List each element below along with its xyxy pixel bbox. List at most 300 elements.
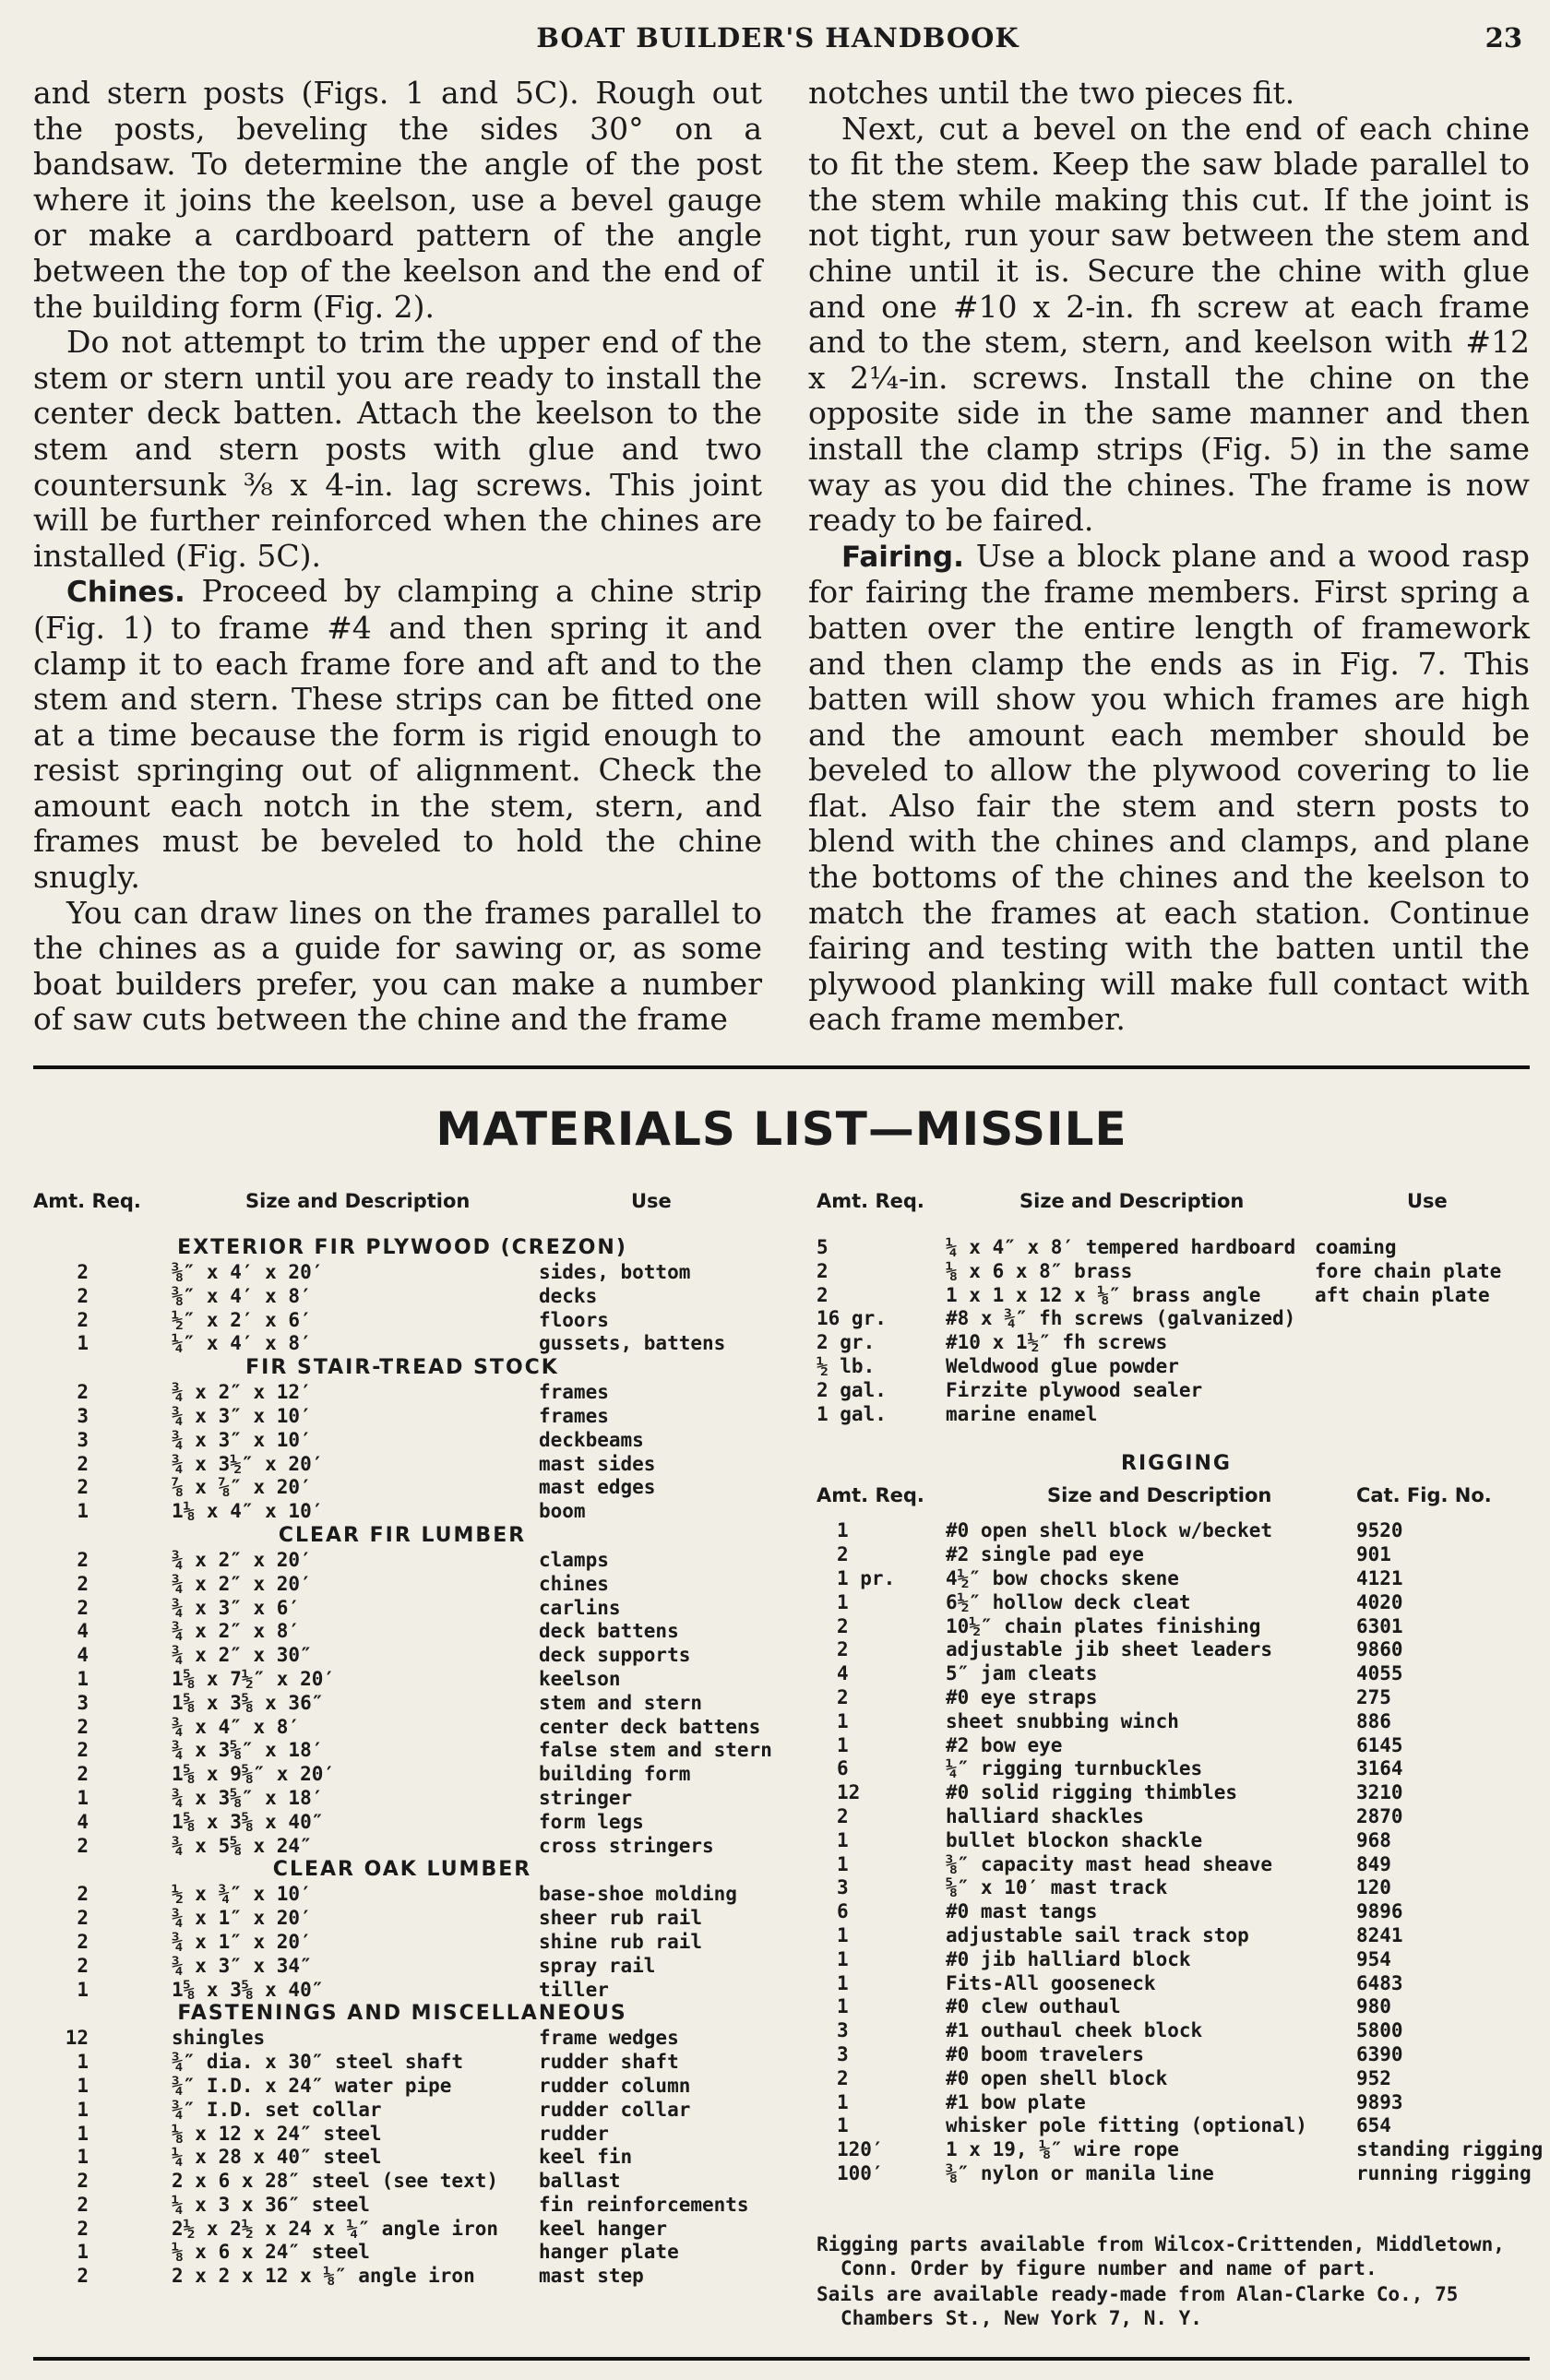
amount-cell: 12 [65,2027,89,2050]
amount-cell: 1 gal. [817,1402,887,1425]
size-cell: ¾ x 3⅝″ x 18′ [172,1739,324,1762]
col-header-size: Size and Description [1019,1190,1245,1212]
amount-cell: 2 gal. [817,1378,887,1401]
amount-cell: 2 [77,2265,89,2288]
table-row [33,2051,771,2075]
rigging-row [817,1853,1536,1877]
table-row [33,1476,771,1500]
size-cell: ¾″ I.D. x 24″ water pipe [172,2074,452,2097]
size-cell: whisker pole fitting (optional) [946,2114,1307,2137]
catalog-number-cell: 5800 [1356,2019,1403,2042]
rigging-row [817,1781,1536,1805]
amount-cell: 2 [77,2170,89,2193]
amount-cell: 1 [77,2051,89,2074]
note-text: Sails are available ready-made from Alan-Clarke Co., 75 Chambers St., New York 7, N. Y. [817,2283,1459,2329]
size-cell: #0 mast tangs [946,1900,1098,1923]
size-cell: ¾ x 1″ x 20′ [172,1907,312,1930]
size-cell: Fits-All gooseneck [946,1971,1156,1994]
amount-cell: 2 [837,2066,849,2089]
table-row [33,2075,771,2099]
catalog-number-cell: 6390 [1356,2042,1403,2065]
table-row [33,1429,771,1453]
table-row [817,1379,1536,1403]
amount-cell: 4 [77,1644,89,1667]
amount-cell: 1 [837,1923,849,1946]
use-cell: form legs [539,1810,644,1833]
catalog-number-cell: 6483 [1356,1971,1403,1994]
table-row [817,1331,1536,1355]
amount-cell: 2 [837,1804,849,1827]
size-cell: halliard shackles [946,1804,1144,1827]
rigging-row [817,1757,1536,1781]
paragraph [33,896,762,1038]
right-text-column [808,76,1530,1038]
amount-cell: 2 [77,1308,89,1331]
amount-cell: 2 [77,1284,89,1307]
amount-cell: 1 [837,1590,849,1613]
section-title: CLEAR FIR LUMBER [278,1523,527,1547]
section-title: EXTERIOR FIR PLYWOOD (CREZON) [177,1236,627,1259]
amount-cell: 1 [77,1500,89,1523]
table-row [33,1500,771,1524]
rigging-row [817,2019,1536,2043]
size-cell: #0 solid rigging thimbles [946,1781,1238,1804]
size-cell: 1⅝ x 3⅝ x 40″ [172,1978,324,2001]
size-cell: shingles [172,2027,266,2050]
rigging-row [817,2067,1536,2091]
amount-cell: 1 pr. [837,1566,896,1589]
rigging-row [817,1591,1536,1615]
rigging-row [817,2138,1544,2162]
size-cell: #0 boom travelers [946,2042,1144,2065]
use-cell: carlins [539,1596,621,1619]
size-cell: 2 x 2 x 12 x ⅛″ angle iron [172,2265,475,2288]
size-cell: bullet blockon shackle [946,1828,1203,1851]
size-cell: ¼ x 3 x 36″ steel [172,2193,370,2216]
catalog-number-cell: running rigging [1356,2161,1532,2184]
amount-cell: 2 [837,1685,849,1708]
use-cell: fin reinforcements [539,2193,749,2216]
size-cell: #0 jib halliard block [946,1947,1191,1970]
bottom-rule [33,2357,1530,2361]
size-cell: 4½″ bow chocks skene [946,1566,1179,1589]
size-cell: #1 outhaul cheek block [946,2019,1203,2042]
table-row [33,1405,771,1429]
paragraph [33,325,762,574]
use-cell: deck supports [539,1644,691,1667]
amount-cell: 2 [77,1739,89,1762]
amount-cell: 1 [77,1978,89,2001]
rigging-row [817,1615,1536,1639]
amount-cell: 2 [77,1930,89,1953]
catalog-number-cell: 8241 [1356,1923,1403,1946]
use-cell: sheer rub rail [539,1907,703,1930]
amount-cell: 2 [77,1572,89,1595]
size-cell: ¾ x 2″ x 20′ [172,1572,312,1595]
size-cell: ¼ x 4″ x 8′ tempered hardboard [946,1236,1296,1258]
size-cell: #0 open shell block [946,2066,1168,2089]
use-cell: boom [539,1500,586,1523]
amount-cell: 3 [837,2019,849,2042]
size-cell: ¾ x 2″ x 20′ [172,1548,312,1571]
use-cell: false stem and stern [539,1739,772,1762]
col-header-use: Use [1407,1190,1448,1212]
section-title: CLEAR OAK LUMBER [272,1858,532,1882]
running-title: BOAT BUILDER'S HANDBOOK [536,22,1019,54]
catalog-number-cell: 901 [1356,1543,1391,1566]
table-row [33,2123,771,2147]
size-cell: ¾ x 3″ x 10′ [172,1404,312,1427]
amount-cell: 2 [77,1381,89,1404]
amount-cell: 1 [837,1709,849,1732]
rigging-row [817,2043,1536,2067]
catalog-number-cell: 968 [1356,1828,1391,1851]
size-cell: ¾ x 1″ x 20′ [172,1930,312,1953]
paragraph-text: You can draw lines on the frames parallel to the chines as a guide for sawing or, as some boat builders prefer, you can make a number of saw cuts between the chine and the frame [33,894,762,1038]
col-header-cat: Cat. Fig. No. [1356,1484,1492,1507]
amount-cell: 1 [837,1995,849,2018]
use-cell: base-shoe molding [539,1883,737,1906]
amount-cell: 100′ [837,2161,884,2184]
catalog-number-cell: 120 [1356,1876,1391,1899]
paragraph-text: Use a block plane and a wood rasp for fairing the frame members. First spring a batten over the entire length of framework and then clamp the ends as in Fig. 7. This batten will show you which frames are high and the amount each member should be beveled to allow the plywood covering to lie flat. Also fair the stem and stern posts to blend with the chines and clamps, and plane the bottoms of the chines and the keelson to match the frames at each station. Continue fairing and testing with the batten until the plywood planking will make full contact with each frame member. [808,537,1530,1038]
catalog-number-cell: 849 [1356,1852,1391,1875]
col-header-amount: Amt. Req. [33,1190,141,1212]
amount-cell: 1 [837,2090,849,2113]
catalog-number-cell: 4055 [1356,1662,1403,1685]
col-header-amount: Amt. Req. [817,1190,924,1212]
catalog-number-cell: 3164 [1356,1757,1403,1780]
use-cell: hanger plate [539,2241,679,2264]
amount-cell: 2 [77,1452,89,1475]
use-cell: frames [539,1381,609,1404]
use-cell: frames [539,1404,609,1427]
use-cell: cross stringers [539,1834,714,1857]
paragraph-text: Do not attempt to trim the upper end of the stem or stern until you are ready to install the center deck batten. Attach the keelson to the stem and stern posts with glue and two countersunk ⅜ x 4-in. lag screws. This joint will be further reinforced when the chines are installed (Fig. 5C). [33,324,762,574]
amount-cell: 2 [77,1907,89,1930]
table-row [33,1573,771,1597]
amount-cell: 1 [837,1947,849,1970]
size-cell: #0 clew outhaul [946,1995,1121,2018]
amount-cell: 1 [77,2241,89,2264]
size-cell: ½ x ¾″ x 10′ [172,1883,312,1906]
page-number: 23 [1484,22,1522,54]
size-cell: 2 x 6 x 28″ steel (see text) [172,2170,499,2193]
amount-cell: ½ lb. [817,1354,876,1377]
amount-cell: 5 [817,1236,829,1258]
rigging-row [817,1924,1536,1948]
use-cell: keel fin [539,2146,633,2169]
materials-table-right [817,1190,1544,2186]
table-row [33,1979,771,2003]
table-row [33,2194,771,2218]
size-cell: ⅛ x 6 x 24″ steel [172,2241,370,2264]
table-header [33,1190,771,1236]
catalog-number-cell: 9896 [1356,1900,1403,1923]
size-cell: #10 x 1½″ fh screws [946,1331,1168,1354]
table-row [33,1763,771,1787]
rigging-row [817,1567,1536,1591]
amount-cell: 16 gr. [817,1307,887,1330]
use-cell: stringer [539,1786,633,1809]
use-cell: stem and stern [539,1691,703,1714]
table-row [817,1307,1536,1331]
size-cell: #8 x ¾″ fh screws (galvanized) [946,1307,1296,1330]
size-cell: ¾ x 3″ x 10′ [172,1428,312,1451]
amount-cell: 1 [77,2122,89,2145]
table-row [33,1620,771,1644]
amount-cell: 1 [837,1828,849,1851]
amount-cell: 1 [77,1667,89,1690]
size-cell: ⅝″ x 10′ mast track [946,1876,1168,1899]
table-row [33,1739,771,1763]
paragraph-text: Proceed by clamping a chine strip (Fig. 1) to frame #4 and then spring it and clamp it to each frame fore and aft and to the stem and stern. These strips can be fitted one at a time because the form is rigid enough to resist springing out of alignment. Check the amount each notch in the stem, stern, and frames must be beveled to hold the chine snugly. [33,573,762,896]
amount-cell: 6 [837,1900,849,1923]
paragraph [808,539,1530,1038]
catalog-number-cell: 6145 [1356,1733,1403,1756]
use-cell: tiller [539,1978,609,2001]
amount-cell: 4 [77,1620,89,1643]
table-row [33,2170,771,2194]
use-cell: clamps [539,1548,609,1571]
paragraph [33,76,762,325]
use-cell: rudder shaft [539,2051,679,2074]
use-cell: fore chain plate [1315,1259,1502,1282]
rigging-row [817,1710,1536,1734]
table-row [33,1261,771,1285]
size-cell: ¼″ x 4′ x 8′ [172,1332,312,1355]
amount-cell: 3 [77,1404,89,1427]
amount-cell: 2 [77,1476,89,1499]
use-cell: floors [539,1308,609,1331]
size-cell: ¼ x 28 x 40″ steel [172,2146,382,2169]
use-cell: ballast [539,2170,621,2193]
table-row [33,1955,771,1979]
catalog-number-cell: 980 [1356,1995,1391,2018]
left-text-column [33,76,762,1038]
size-cell: ¾ x 3⅝″ x 18′ [172,1786,324,1809]
rigging-row [817,1686,1536,1710]
size-cell: 1⅝ x 9⅝″ x 20′ [172,1763,336,1786]
use-cell: frame wedges [539,2027,679,2050]
amount-cell: 2 [817,1283,829,1306]
size-cell: 5″ jam cleats [946,1662,1098,1685]
size-cell: 1⅝ x 7½″ x 20′ [172,1667,336,1690]
use-cell: building form [539,1763,691,1786]
section-title: FIR STAIR-TREAD STOCK [245,1356,559,1380]
col-header-use: Use [631,1190,672,1212]
size-cell: sheet snubbing winch [946,1709,1179,1732]
amount-cell: 2 [77,1548,89,1571]
table-row [33,2218,771,2242]
catalog-number-cell: 275 [1356,1685,1391,1708]
table-row [33,1787,771,1811]
use-cell: deck battens [539,1620,679,1643]
amount-cell: 2 [77,1715,89,1738]
paragraph [808,76,1530,112]
table-row [817,1236,1536,1260]
size-cell: ¾ x 2″ x 12′ [172,1381,312,1404]
rigging-row [817,1876,1536,1900]
rigging-notes [817,2232,1545,2332]
use-cell: mast edges [539,1476,656,1499]
use-cell: mast step [539,2265,644,2288]
table-row [817,1355,1536,1379]
rigging-row [817,1638,1536,1662]
paragraph-text: and stern posts (Figs. 1 and 5C). Rough out the posts, beveling the sides 30° on a bandsaw. To determine the angle of the post where it joins the keelson, use a bevel gauge or make a cardboard pattern of the angle between the top of the keelson and the end of the building form (Fig. 2). [33,75,762,325]
amount-cell: 1 [837,2114,849,2137]
size-cell: 1⅝ x 3⅝ x 40″ [172,1810,324,1833]
table-row [817,1260,1536,1284]
table-row [33,1692,771,1716]
table-row [33,1549,771,1573]
catalog-number-cell: 4020 [1356,1590,1403,1613]
table-row [33,2027,771,2051]
amount-cell: 1 [837,1971,849,1994]
amount-cell: 1 [77,2074,89,2097]
table-row [817,1284,1536,1308]
use-cell: rudder column [539,2074,691,2097]
use-cell: chines [539,1572,609,1595]
amount-cell: 6 [837,1757,849,1780]
use-cell: center deck battens [539,1715,761,1738]
use-cell: aft chain plate [1315,1283,1490,1306]
amount-cell: 2 [77,1954,89,1977]
rigging-row [817,2091,1536,2115]
paragraph-heading: Fairing. [841,540,964,574]
size-cell: 1 x 1 x 12 x ⅛″ brass angle [946,1283,1261,1306]
table-row [33,1381,771,1405]
amount-cell: 4 [77,1810,89,1833]
amount-cell: 1 [837,1852,849,1875]
paragraph-heading: Chines. [66,576,185,610]
size-cell: marine enamel [946,1402,1098,1425]
amount-cell: 1 [77,1332,89,1355]
amount-cell: 2 [837,1614,849,1637]
rigging-row [817,1805,1536,1829]
table-row [33,2146,771,2170]
size-cell: adjustable sail track stop [946,1923,1249,1946]
table-row [33,1644,771,1668]
use-cell: decks [539,1284,598,1307]
use-cell: gussets, battens [539,1332,726,1355]
use-cell: mast sides [539,1452,656,1475]
table-header [817,1190,1536,1236]
paragraph-text: Next, cut a bevel on the end of each chine to fit the stem. Keep the saw blade parallel to the stem while making this cut. If the joint is not tight, run your saw between the stem and chine until it is. Secure the chine with glue and one #10 x 2-in. fh screw at each frame and to the stem, stern, and keelson with #12 x 2¼-in. screws. Install the chine on the opposite side in the same manner and then install the clamp strips (Fig. 5) in the same way as you did the chines. The frame is now ready to be faired. [808,110,1530,539]
size-cell: #2 bow eye [946,1733,1063,1756]
size-cell: 1 x 19, ⅛″ wire rope [946,2138,1179,2161]
table-row [33,1332,771,1356]
amount-cell: 2 gr. [817,1331,876,1354]
size-cell: ⅛ x 12 x 24″ steel [172,2122,382,2145]
rigging-row [817,1829,1536,1853]
table-row [33,2241,771,2265]
use-cell: deckbeams [539,1428,644,1451]
top-rule [33,1065,1530,1069]
size-cell: ⅜″ capacity mast head sheave [946,1852,1273,1875]
rigging-header [817,1484,1536,1519]
catalog-number-cell: 9860 [1356,1638,1403,1661]
amount-cell: 2 [837,1638,849,1661]
rigging-row [817,2162,1536,2186]
size-cell: ¾ x 3″ x 6′ [172,1596,301,1619]
amount-cell: 1 [77,2098,89,2121]
amount-cell: 1 [837,1519,849,1542]
catalog-number-cell: 954 [1356,1947,1391,1970]
section-title: FASTENINGS AND MISCELLANEOUS [177,2002,627,2026]
use-cell: coaming [1315,1236,1397,1258]
size-cell: ¾ x 5⅝ x 24″ [172,1834,312,1857]
rigging-row [817,1972,1536,1996]
amount-cell: 2 [77,1763,89,1786]
table-row [33,2099,771,2123]
table-row [33,1309,771,1333]
size-cell: ⅜″ x 4′ x 20′ [172,1261,324,1283]
size-cell: ⅛ x 6 x 8″ brass [946,1259,1133,1282]
size-cell: ¾″ dia. x 30″ steel shaft [172,2051,464,2074]
table-row [33,1907,771,1931]
rigging-row [817,1543,1536,1567]
paragraph [808,112,1530,539]
amount-cell: 2 [77,1883,89,1906]
body-text [33,75,1530,1038]
amount-cell: 12 [837,1781,861,1804]
table-row [33,1931,771,1955]
col-header-size: Size and Description [245,1190,471,1212]
catalog-number-cell: 9520 [1356,1519,1403,1542]
use-cell: rudder collar [539,2098,691,2121]
rigging-row [817,2114,1536,2138]
amount-cell: 1 [77,1786,89,1809]
size-cell: 1⅝ x 3⅝ x 36″ [172,1691,324,1714]
size-cell: ¼″ rigging turnbuckles [946,1757,1203,1780]
table-row [33,1597,771,1621]
amount-cell: 1 [837,1733,849,1756]
rigging-row [817,1995,1536,2019]
use-cell: keelson [539,1667,621,1690]
use-cell: keel hanger [539,2217,668,2240]
rigging-row [817,1734,1536,1758]
catalog-number-cell: 2870 [1356,1804,1403,1827]
catalog-number-cell: 654 [1356,2114,1391,2137]
size-cell: ⅜″ x 4′ x 8′ [172,1284,312,1307]
size-cell: 6½″ hollow deck cleat [946,1590,1191,1613]
size-cell: #1 bow plate [946,2090,1086,2113]
amount-cell: 3 [77,1691,89,1714]
size-cell: 10½″ chain plates finishing [946,1614,1261,1637]
table-row [33,1811,771,1835]
table-row [33,1453,771,1477]
col-header-amount: Amt. Req. [817,1484,924,1507]
materials-list-title: MATERIALS LIST—MISSILE [435,1102,1127,1156]
amount-cell: 2 [837,1543,849,1566]
use-cell: spray rail [539,1954,656,1977]
size-cell: Firzite plywood sealer [946,1378,1203,1401]
catalog-number-cell: 4121 [1356,1566,1403,1589]
size-cell: ⅞ x ⅞″ x 20′ [172,1476,312,1499]
size-cell: ¾″ I.D. set collar [172,2098,382,2121]
rigging-title: RIGGING [1121,1452,1232,1476]
amount-cell: 3 [837,1876,849,1899]
materials-table-left [33,1190,771,2289]
size-cell: Weldwood glue powder [946,1354,1179,1377]
running-header [33,22,1522,63]
size-cell: ¾ x 2″ x 8′ [172,1620,301,1643]
table-row [33,1883,771,1907]
rigging-row [817,1948,1536,1972]
table-row [33,1835,771,1859]
size-cell: ⅜″ nylon or manila line [946,2161,1214,2184]
